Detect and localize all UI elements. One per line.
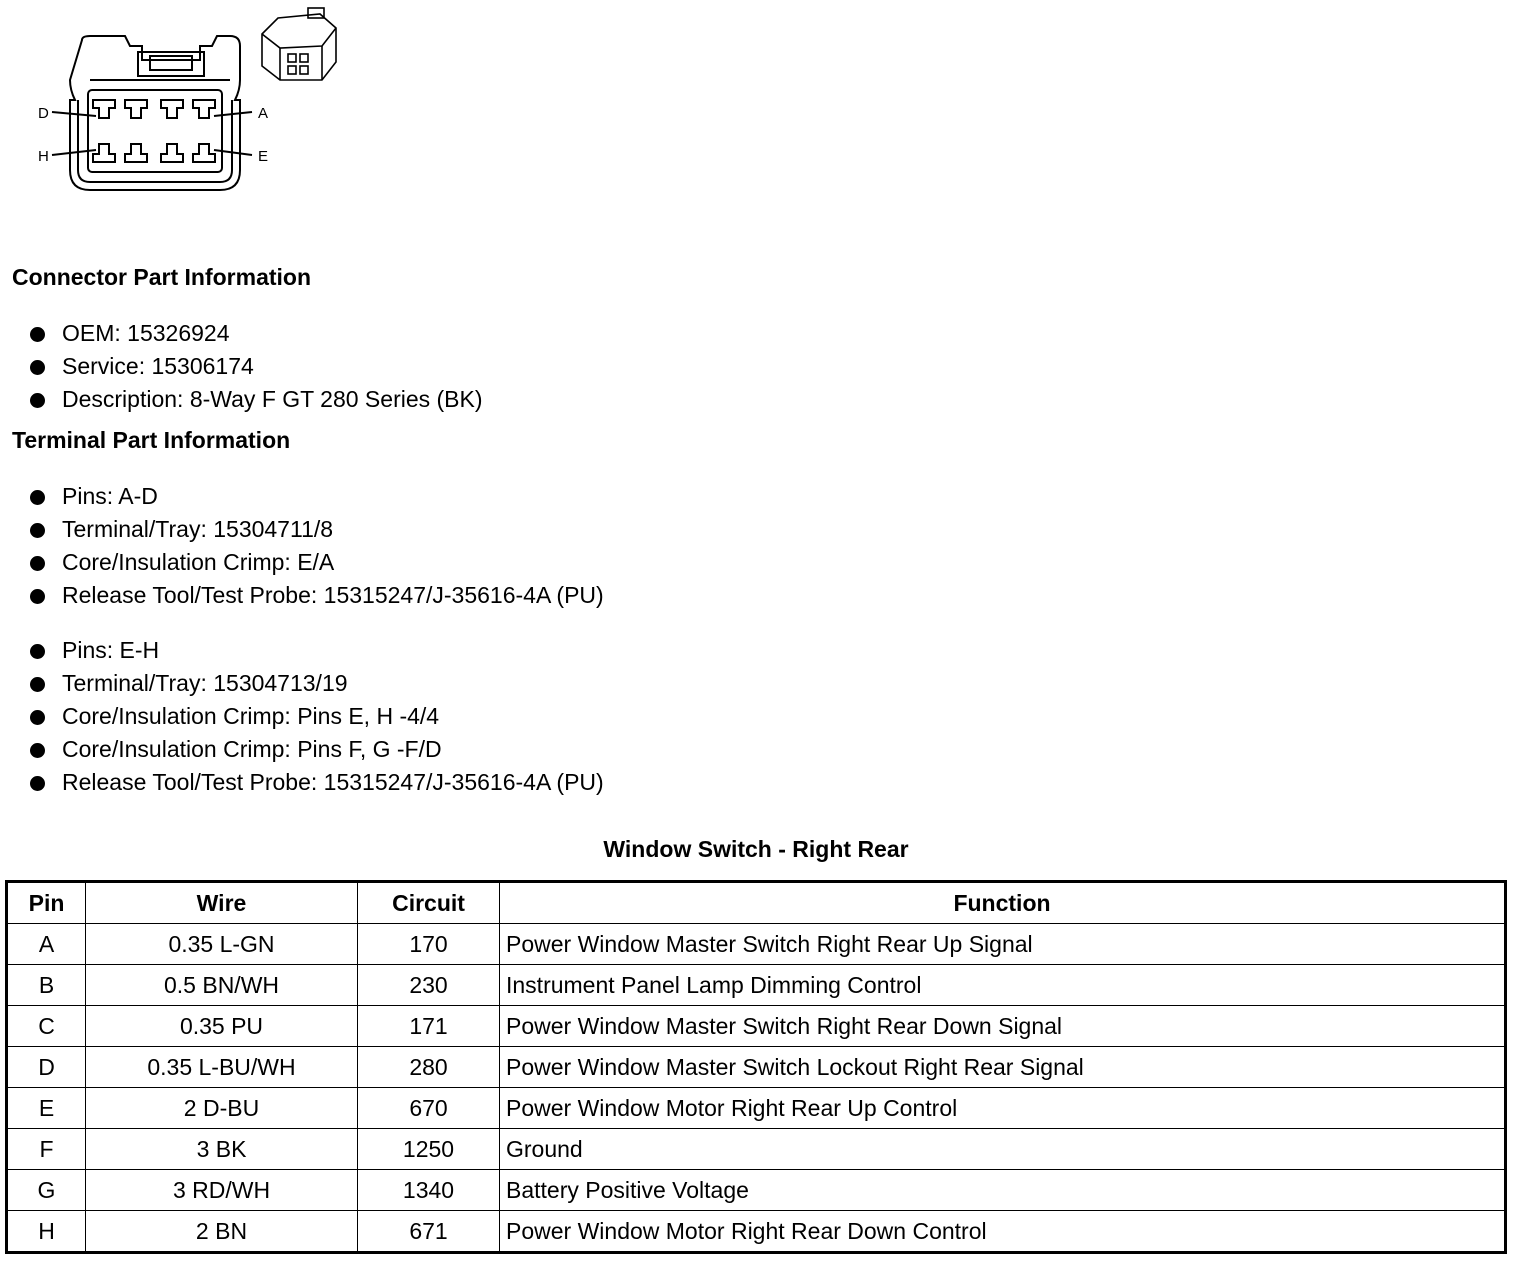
table-row	[7, 1129, 1506, 1170]
header-function: Function	[500, 882, 1506, 924]
cell-function: Power Window Motor Right Rear Down Control	[500, 1211, 1506, 1253]
cell-pin: C	[7, 1006, 86, 1047]
connector-diagram	[30, 0, 370, 200]
cell-pin: D	[7, 1047, 86, 1088]
cell-wire: 0.35 L-BU/WH	[86, 1047, 358, 1088]
cell-pin: A	[7, 924, 86, 965]
cell-circuit: 170	[358, 924, 500, 965]
cell-function: Instrument Panel Lamp Dimming Control	[500, 965, 1506, 1006]
table-row	[7, 1006, 1506, 1047]
table-row	[7, 1088, 1506, 1129]
cell-pin: E	[7, 1088, 86, 1129]
cell-pin: G	[7, 1170, 86, 1211]
terminal-info-list-1	[28, 480, 604, 612]
pinout-table	[5, 880, 1507, 1254]
header-circuit: Circuit	[358, 882, 500, 924]
list-item: Pins: E-H	[28, 634, 604, 667]
cell-circuit: 230	[358, 965, 500, 1006]
list-item: Release Tool/Test Probe: 15315247/J-35616-4A (PU)	[28, 766, 604, 799]
cell-wire: 0.35 PU	[86, 1006, 358, 1047]
cell-wire: 3 BK	[86, 1129, 358, 1170]
table-row	[7, 1211, 1506, 1253]
list-item: Description: 8-Way F GT 280 Series (BK)	[28, 383, 483, 416]
table-row	[7, 1170, 1506, 1211]
table-row	[7, 924, 1506, 965]
cell-pin: B	[7, 965, 86, 1006]
header-pin: Pin	[7, 882, 86, 924]
terminal-info-heading: Terminal Part Information	[12, 427, 291, 453]
cell-function: Power Window Master Switch Lockout Right Rear Signal	[500, 1047, 1506, 1088]
list-item: Core/Insulation Crimp: Pins E, H -4/4	[28, 700, 604, 733]
cell-function: Battery Positive Voltage	[500, 1170, 1506, 1211]
cell-circuit: 670	[358, 1088, 500, 1129]
connector-housing	[70, 36, 240, 190]
cell-circuit: 171	[358, 1006, 500, 1047]
cell-pin: F	[7, 1129, 86, 1170]
table-row	[7, 965, 1506, 1006]
cell-circuit: 1340	[358, 1170, 500, 1211]
cell-pin: H	[7, 1211, 86, 1253]
terminal-info-list-2	[28, 634, 604, 799]
pin-label-h: H	[38, 148, 49, 165]
list-item: OEM: 15326924	[28, 317, 483, 350]
cell-wire: 2 D-BU	[86, 1088, 358, 1129]
cell-function: Ground	[500, 1129, 1506, 1170]
cell-wire: 0.35 L-GN	[86, 924, 358, 965]
connector-iso-view	[262, 8, 336, 80]
connector-info-list	[28, 317, 483, 416]
pin-label-e: E	[258, 148, 269, 165]
cell-function: Power Window Master Switch Right Rear Down Signal	[500, 1006, 1506, 1047]
list-item: Release Tool/Test Probe: 15315247/J-35616-4A (PU)	[28, 579, 604, 612]
table-row	[7, 1047, 1506, 1088]
connector-info-heading: Connector Part Information	[12, 264, 312, 290]
pin-label-a: A	[258, 105, 269, 122]
table-title: Window Switch - Right Rear	[603, 836, 909, 862]
pin-label-d: D	[38, 105, 49, 122]
cell-function: Power Window Motor Right Rear Up Control	[500, 1088, 1506, 1129]
list-item: Terminal/Tray: 15304711/8	[28, 513, 604, 546]
list-item: Core/Insulation Crimp: Pins F, G -F/D	[28, 733, 604, 766]
terminal-row-bottom	[93, 144, 215, 162]
cell-wire: 2 BN	[86, 1211, 358, 1253]
list-item: Core/Insulation Crimp: E/A	[28, 546, 604, 579]
header-wire: Wire	[86, 882, 358, 924]
list-item: Terminal/Tray: 15304713/19	[28, 667, 604, 700]
table-header-row	[7, 882, 1506, 924]
cell-wire: 0.5 BN/WH	[86, 965, 358, 1006]
cell-circuit: 280	[358, 1047, 500, 1088]
list-item: Pins: A-D	[28, 480, 604, 513]
cell-circuit: 671	[358, 1211, 500, 1253]
cell-circuit: 1250	[358, 1129, 500, 1170]
terminal-row-top	[93, 100, 215, 118]
cell-wire: 3 RD/WH	[86, 1170, 358, 1211]
cell-function: Power Window Master Switch Right Rear Up Signal	[500, 924, 1506, 965]
list-item: Service: 15306174	[28, 350, 483, 383]
